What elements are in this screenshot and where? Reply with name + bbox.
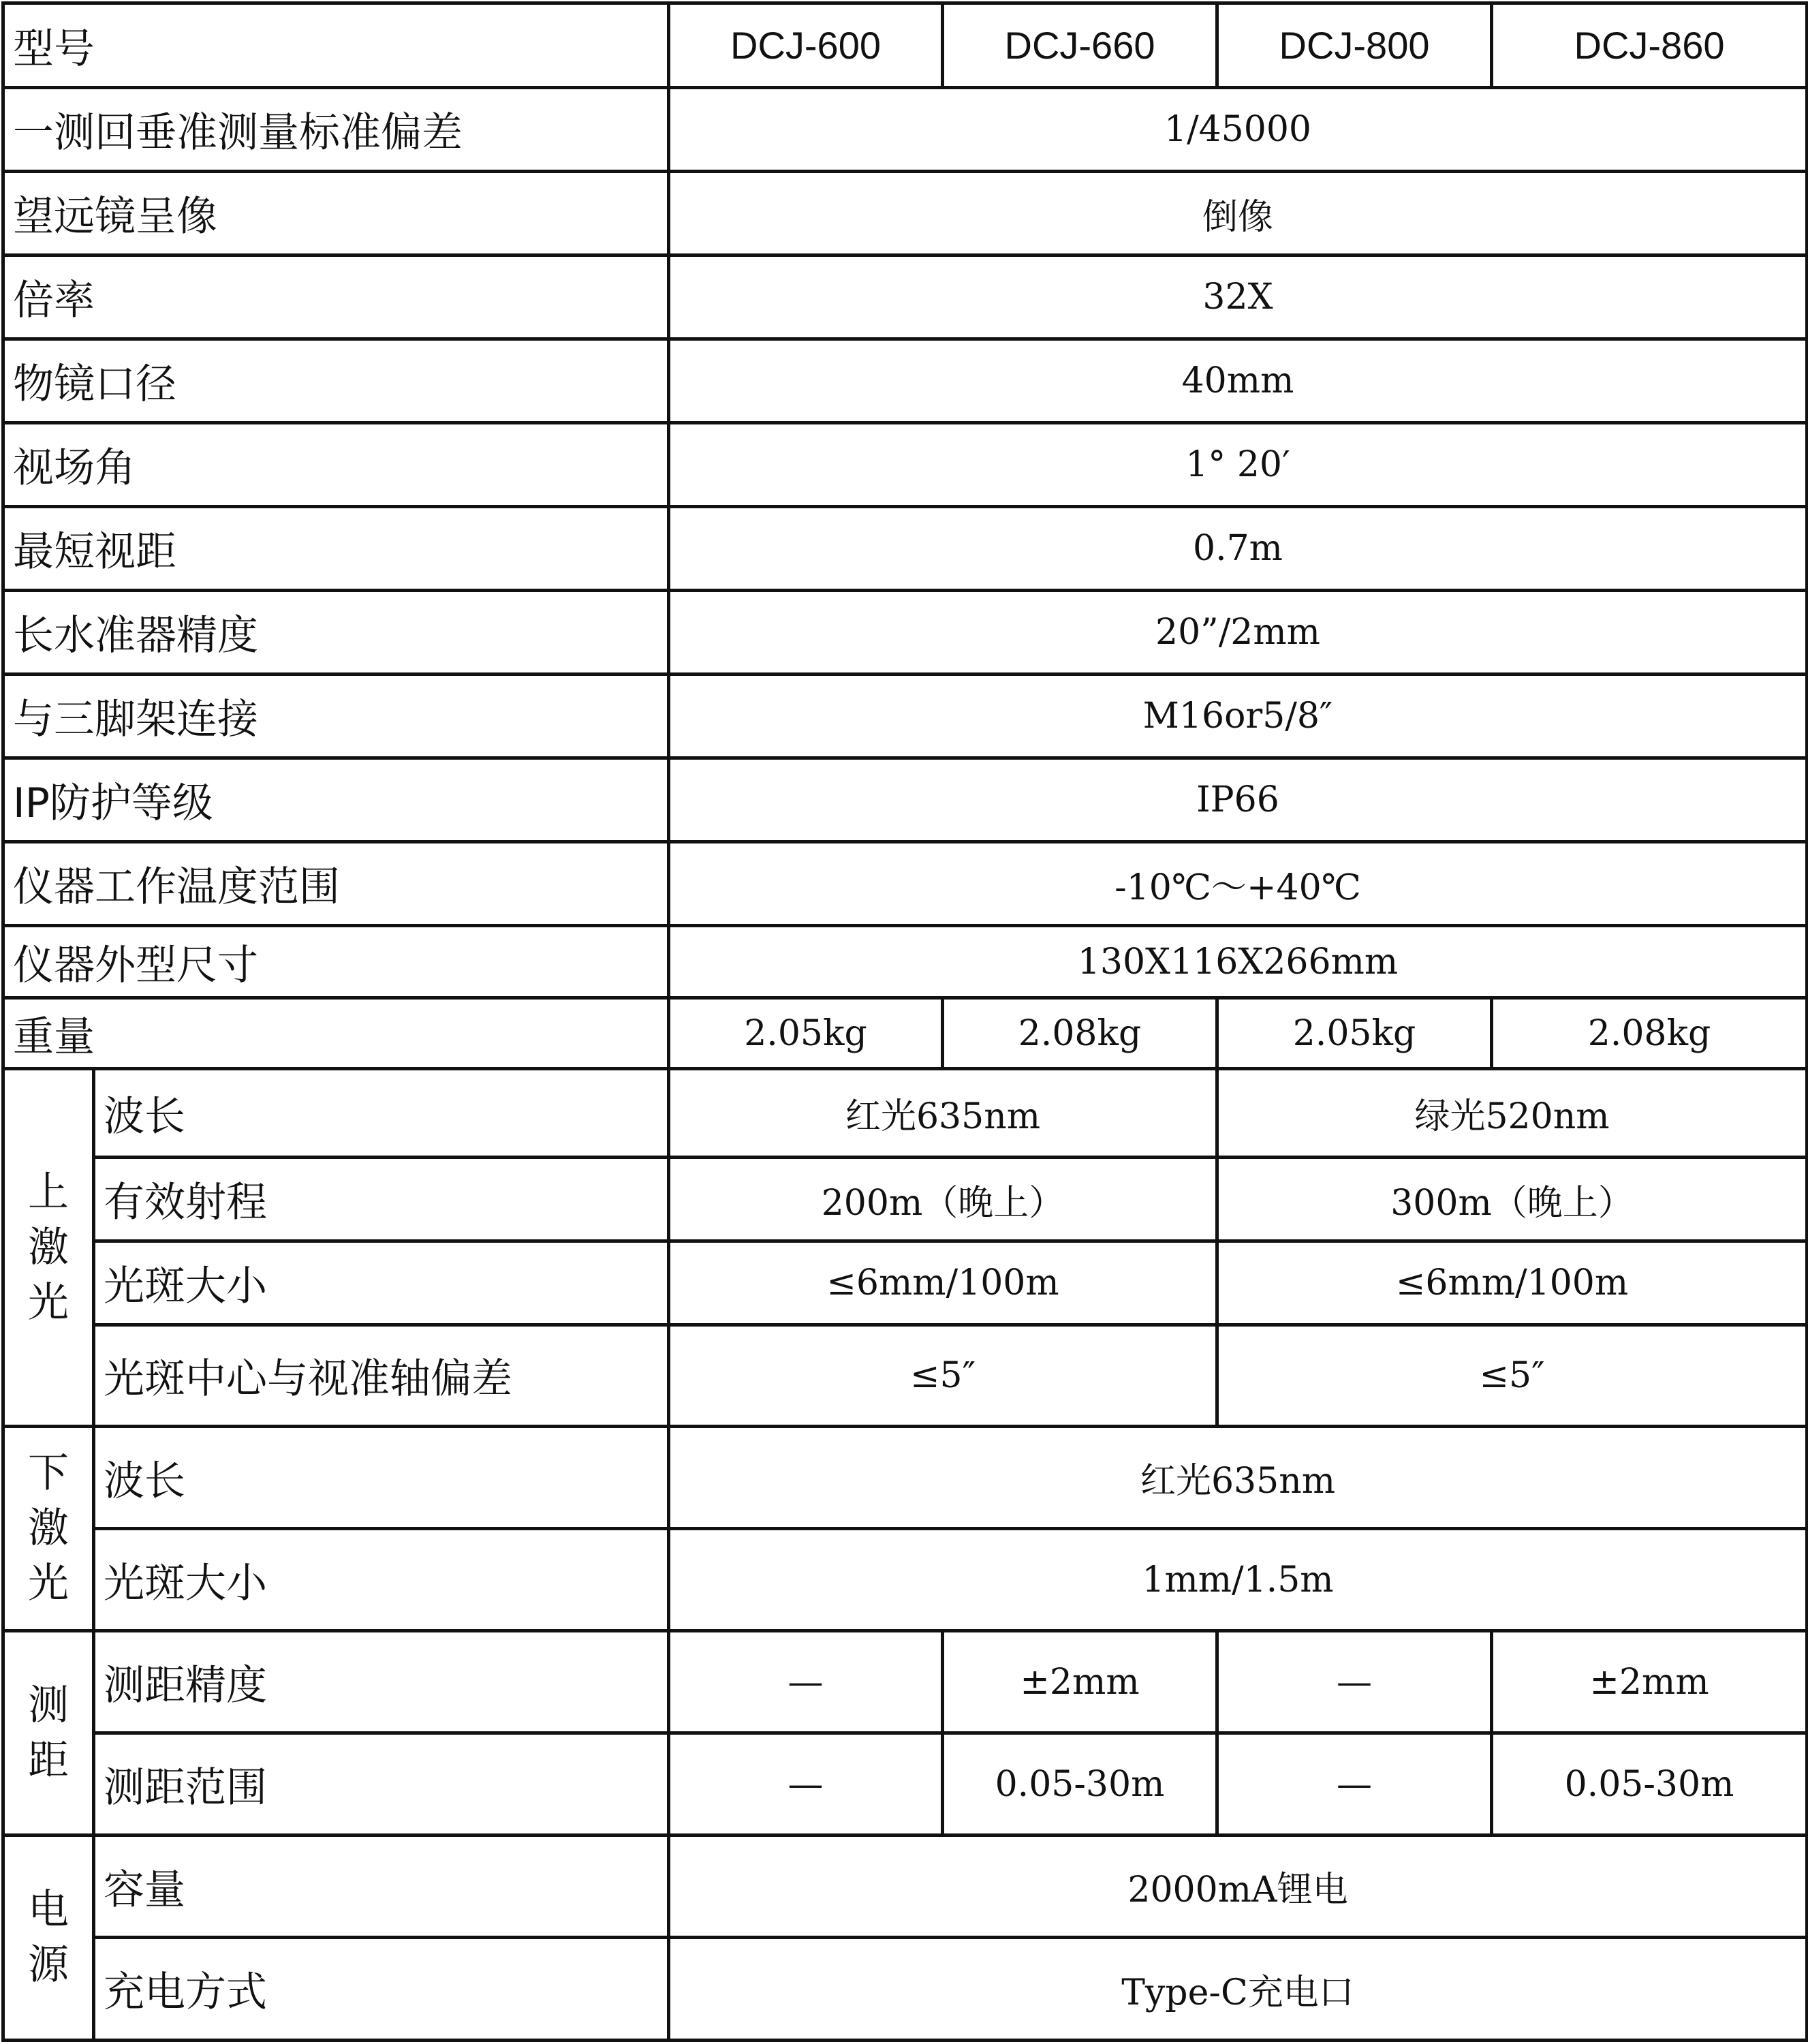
distance-range-label: 测距范围 (94, 1733, 669, 1836)
ip-rating-label: IP防护等级 (3, 758, 669, 842)
table-row (3, 1631, 1807, 1733)
lower-spot-size-label: 光斑大小 (94, 1529, 669, 1631)
upper-spot-deviation-green: ≤5″ (1217, 1325, 1807, 1427)
upper-spot-size-green: ≤6mm/100m (1217, 1241, 1807, 1325)
weight-dcj-600: 2.05kg (669, 998, 943, 1069)
field-of-view-label: 视场角 (3, 423, 669, 507)
model-header-row (3, 3, 1807, 88)
distance-range-dcj-660: 0.05-30m (943, 1733, 1217, 1836)
model-dcj-800: DCJ-800 (1217, 3, 1492, 88)
table-row (3, 1325, 1807, 1427)
weight-dcj-660: 2.08kg (943, 998, 1217, 1069)
model-dcj-600: DCJ-600 (669, 3, 943, 88)
lower-spot-size-value: 1mm/1.5m (669, 1529, 1807, 1631)
power-group-label: 电源 (3, 1836, 94, 2041)
min-focus-value: 0.7m (669, 507, 1807, 591)
upper-wavelength-green: 绿光520nm (1217, 1069, 1807, 1158)
min-focus-label: 最短视距 (3, 507, 669, 591)
table-row (3, 758, 1807, 842)
vertical-accuracy-label: 一测回垂准测量标准偏差 (3, 88, 669, 172)
upper-range-red: 200m（晚上） (669, 1158, 1217, 1241)
table-row (3, 998, 1807, 1069)
upper-wavelength-red: 红光635nm (669, 1069, 1217, 1158)
operating-temp-label: 仪器工作温度范围 (3, 842, 669, 926)
table-row (3, 172, 1807, 256)
table-row (3, 1836, 1807, 1938)
power-charging-label: 充电方式 (94, 1938, 669, 2041)
model-dcj-860: DCJ-860 (1492, 3, 1807, 88)
distance-accuracy-dcj-800: — (1217, 1631, 1492, 1733)
objective-aperture-value: 40mm (669, 339, 1807, 423)
table-row (3, 591, 1807, 675)
upper-spot-deviation-red: ≤5″ (669, 1325, 1217, 1427)
upper-laser-group-label: 上激光 (3, 1069, 94, 1427)
power-capacity-label: 容量 (94, 1836, 669, 1938)
model-header-label: 型号 (3, 3, 669, 88)
table-row (3, 1158, 1807, 1241)
distance-accuracy-dcj-660: ±2mm (943, 1631, 1217, 1733)
table-row (3, 1427, 1807, 1529)
objective-aperture-label: 物镜口径 (3, 339, 669, 423)
table-row (3, 926, 1807, 998)
magnification-value: 32X (669, 256, 1807, 339)
tripod-thread-label: 与三脚架连接 (3, 675, 669, 758)
distance-accuracy-label: 测距精度 (94, 1631, 669, 1733)
upper-range-label: 有效射程 (94, 1158, 669, 1241)
lower-laser-group-label: 下激光 (3, 1427, 94, 1631)
table-row (3, 675, 1807, 758)
vial-accuracy-label: 长水准器精度 (3, 591, 669, 675)
distance-accuracy-dcj-600: — (669, 1631, 943, 1733)
distance-group-label: 测距 (3, 1631, 94, 1836)
operating-temp-value: -10℃～+40℃ (669, 842, 1807, 926)
distance-range-dcj-800: — (1217, 1733, 1492, 1836)
table-row (3, 256, 1807, 339)
telescope-image-label: 望远镜呈像 (3, 172, 669, 256)
weight-dcj-860: 2.08kg (1492, 998, 1807, 1069)
upper-spot-deviation-label: 光斑中心与视准轴偏差 (94, 1325, 669, 1427)
table-row (3, 339, 1807, 423)
spec-table (1, 1, 1808, 2042)
table-row (3, 842, 1807, 926)
vertical-accuracy-value: 1/45000 (669, 88, 1807, 172)
upper-spot-size-red: ≤6mm/100m (669, 1241, 1217, 1325)
distance-range-dcj-860: 0.05-30m (1492, 1733, 1807, 1836)
lower-wavelength-label: 波长 (94, 1427, 669, 1529)
distance-accuracy-dcj-860: ±2mm (1492, 1631, 1807, 1733)
tripod-thread-value: M16or5/8″ (669, 675, 1807, 758)
dimensions-value: 130X116X266mm (669, 926, 1807, 998)
table-row (3, 507, 1807, 591)
table-row (3, 1529, 1807, 1631)
field-of-view-value: 1° 20′ (669, 423, 1807, 507)
telescope-image-value: 倒像 (669, 172, 1807, 256)
power-charging-value: Type-C充电口 (669, 1938, 1807, 2041)
ip-rating-value: IP66 (669, 758, 1807, 842)
model-dcj-660: DCJ-660 (943, 3, 1217, 88)
power-capacity-value: 2000mA锂电 (669, 1836, 1807, 1938)
table-row (3, 1938, 1807, 2041)
dimensions-label: 仪器外型尺寸 (3, 926, 669, 998)
upper-spot-size-label: 光斑大小 (94, 1241, 669, 1325)
upper-wavelength-label: 波长 (94, 1069, 669, 1158)
lower-wavelength-value: 红光635nm (669, 1427, 1807, 1529)
magnification-label: 倍率 (3, 256, 669, 339)
vial-accuracy-value: 20”/2mm (669, 591, 1807, 675)
table-row (3, 1069, 1807, 1158)
table-row (3, 1733, 1807, 1836)
distance-range-dcj-600: — (669, 1733, 943, 1836)
table-row (3, 423, 1807, 507)
table-row (3, 88, 1807, 172)
weight-label: 重量 (3, 998, 669, 1069)
weight-dcj-800: 2.05kg (1217, 998, 1492, 1069)
table-row (3, 1241, 1807, 1325)
upper-range-green: 300m（晚上） (1217, 1158, 1807, 1241)
